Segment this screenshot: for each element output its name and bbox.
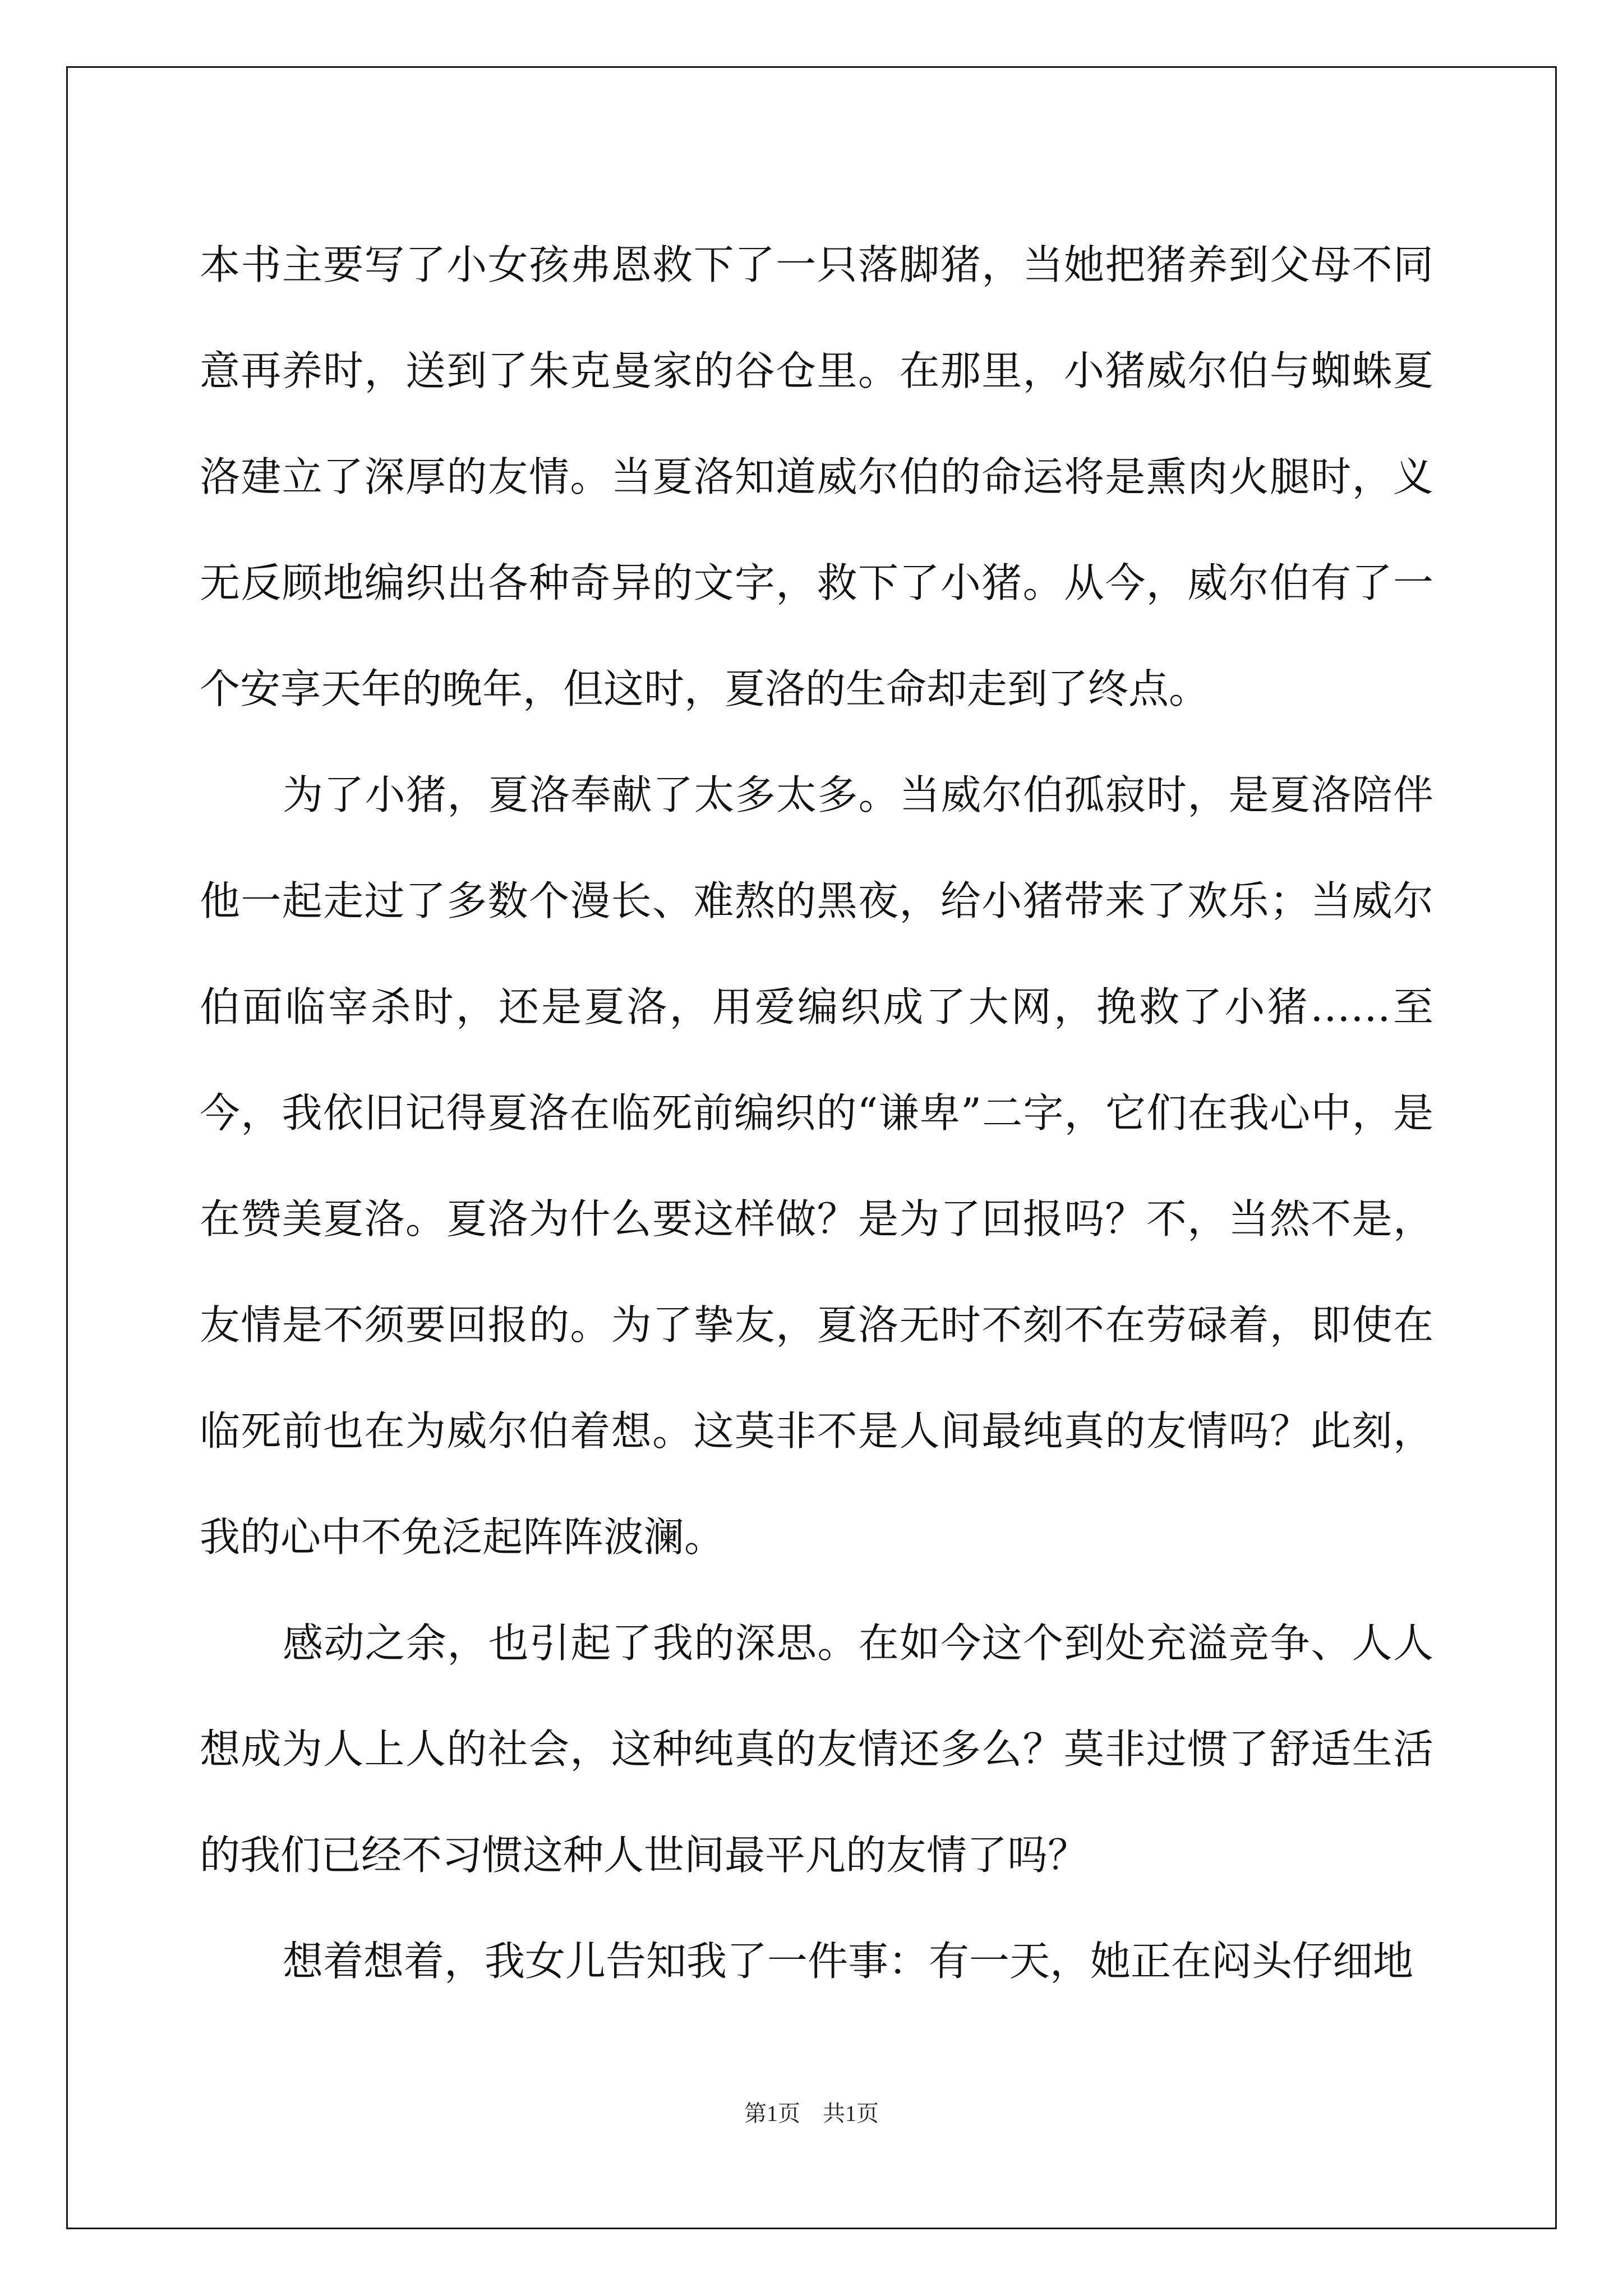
- document-body: [200, 212, 1433, 2014]
- page-number-total: 共1页: [823, 2101, 879, 2126]
- page-footer: [0, 2096, 1623, 2128]
- page-number-current: 第1页: [744, 2101, 800, 2126]
- paragraph-4: 想着想着，我女儿告知我了一件事：有一天，她正在闷头仔细地: [283, 1938, 1414, 1985]
- paragraph-3: 感动之余，也引起了我的深思。在如今这个到处充溢竞争、人人想成为人上人的社会，这种纯真的友情还多么？莫非过惯了舒适生活的我们已经不习惯这种人世间最平凡的友情了吗？: [200, 1619, 1433, 1879]
- paragraph-2: 为了小猪，夏洛奉献了太多太多。当威尔伯孤寂时，是夏洛陪伴他一起走过了多数个漫长、难熬的黑夜，给小猪带来了欢乐；当威尔伯面临宰杀时，还是夏洛，用爱编织成了大网，挽救了小猪……至今，我依旧记得夏洛在临死前编织的“谦卑”二字，它们在我心中，是在赞美夏洛。夏洛为什么要这样做？是为了回报吗？不，当然不是，友情是不须要回报的。为了挚友，夏洛无时不刻不在劳碌着，即使在临死前也在为威尔伯着想。这莫非不是人间最纯真的友情吗？此刻，我的心中不免泛起阵阵波澜。: [200, 771, 1433, 1561]
- paragraph-1: 本书主要写了小女孩弗恩救下了一只落脚猪，当她把猪养到父母不同意再养时，送到了朱克曼家的谷仓里。在那里，小猪威尔伯与蜘蛛夏洛建立了深厚的友情。当夏洛知道威尔伯的命运将是熏肉火腿时，义无反顾地编织出各种奇异的文字，救下了小猪。从今，威尔伯有了一个安享天年的晚年，但这时，夏洛的生命却走到了终点。: [200, 241, 1433, 712]
